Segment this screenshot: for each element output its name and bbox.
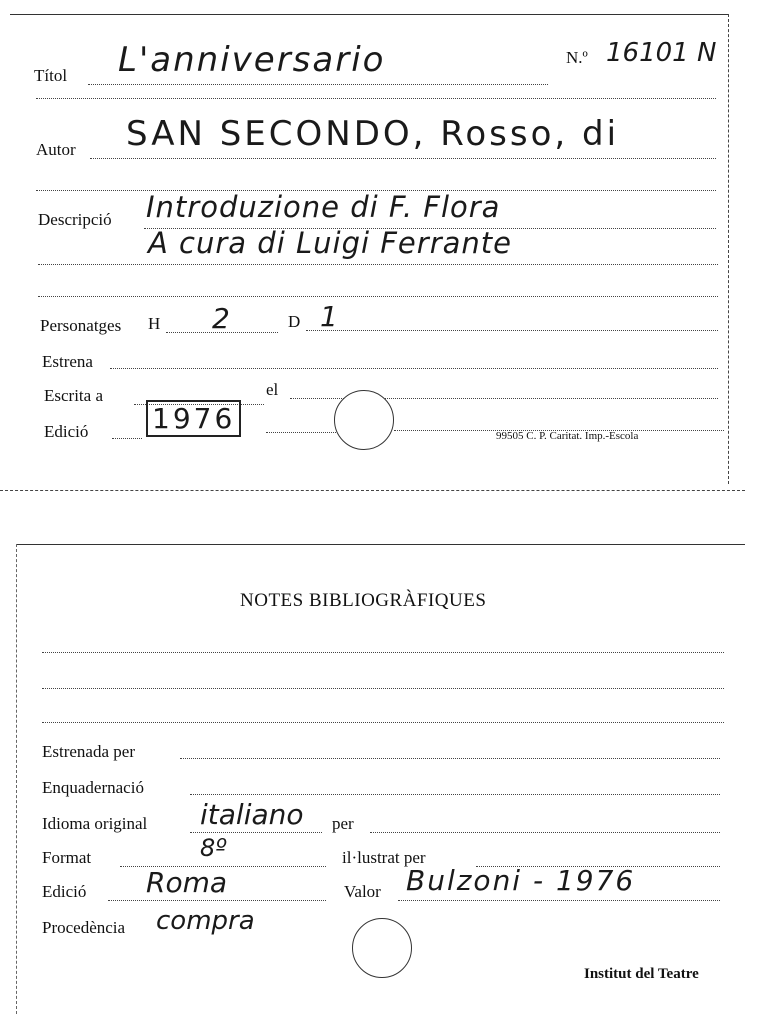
value-dots bbox=[398, 900, 720, 901]
edition2-dots bbox=[108, 900, 326, 901]
per-dots bbox=[370, 832, 720, 833]
author-dots bbox=[90, 158, 716, 159]
card-bottom-border-left bbox=[16, 544, 17, 1014]
punch-hole-bottom bbox=[352, 918, 412, 978]
original-language-label: Idioma original bbox=[42, 814, 148, 833]
d-value: 1 bbox=[320, 300, 338, 333]
description-dots-2 bbox=[38, 264, 718, 265]
el-label: el bbox=[266, 380, 279, 399]
edition-value: 1976 bbox=[146, 400, 241, 437]
edition2-label: Edició bbox=[42, 882, 87, 901]
title-dots-2 bbox=[36, 98, 716, 99]
description-line2: A cura di Luigi Ferrante bbox=[148, 226, 512, 260]
printer-imprint: 99505 C. P. Caritat. Imp.-Escola bbox=[496, 430, 639, 442]
edition-dots-2 bbox=[266, 432, 336, 433]
description-label: Descripció bbox=[38, 210, 112, 229]
card-top-border-bottom bbox=[0, 490, 745, 491]
number-label: N.º bbox=[566, 48, 588, 67]
format-label: Format bbox=[42, 848, 92, 867]
author-label: Autor bbox=[36, 140, 76, 159]
edition-dots bbox=[112, 438, 142, 439]
premiere-dots bbox=[110, 368, 718, 369]
notes-dots-3 bbox=[42, 722, 724, 723]
h-value: 2 bbox=[212, 302, 230, 335]
author-value: SAN SECONDO, Rosso, di bbox=[126, 114, 620, 154]
edition-label: Edició bbox=[44, 422, 89, 441]
description-dots-3 bbox=[38, 296, 718, 297]
provenance-label: Procedència bbox=[42, 918, 126, 937]
binding-dots bbox=[190, 794, 720, 795]
format-value: 8º bbox=[200, 834, 227, 862]
card-top-border-right bbox=[728, 14, 729, 484]
h-label: H bbox=[148, 314, 161, 333]
premiered-by-label: Estrenada per bbox=[42, 742, 135, 761]
value-label: Valor bbox=[344, 882, 381, 901]
per-label: per bbox=[332, 814, 354, 833]
notes-dots-2 bbox=[42, 688, 724, 689]
characters-label: Personatges bbox=[40, 316, 122, 335]
bibliographic-notes-heading: NOTES BIBLIOGRÀFIQUES bbox=[240, 590, 487, 611]
illustrated-label: il·lustrat per bbox=[342, 848, 426, 867]
binding-label: Enquadernació bbox=[42, 778, 144, 797]
written-label: Escrita a bbox=[44, 386, 103, 405]
title-label: Títol bbox=[34, 66, 68, 85]
d-dots bbox=[306, 330, 718, 331]
premiered-by-dots bbox=[180, 758, 720, 759]
provenance-value: compra bbox=[156, 906, 255, 936]
original-language-value: italiano bbox=[200, 798, 304, 831]
title-value: L'anniversario bbox=[118, 40, 386, 80]
notes-dots-1 bbox=[42, 652, 724, 653]
card-top-border-top bbox=[10, 14, 728, 15]
footer-institution: Institut del Teatre bbox=[584, 966, 699, 982]
d-label: D bbox=[288, 312, 301, 331]
edition2-value: Roma bbox=[146, 866, 228, 899]
original-language-dots bbox=[190, 832, 322, 833]
title-dots bbox=[88, 84, 548, 85]
description-line1: Introduzione di F. Flora bbox=[146, 190, 501, 224]
card-bottom-border-top bbox=[16, 544, 745, 545]
number-value: 16101 N bbox=[606, 38, 717, 68]
punch-hole-top bbox=[334, 390, 394, 450]
premiere-label: Estrena bbox=[42, 352, 93, 371]
value-value: Bulzoni - 1976 bbox=[406, 864, 636, 897]
